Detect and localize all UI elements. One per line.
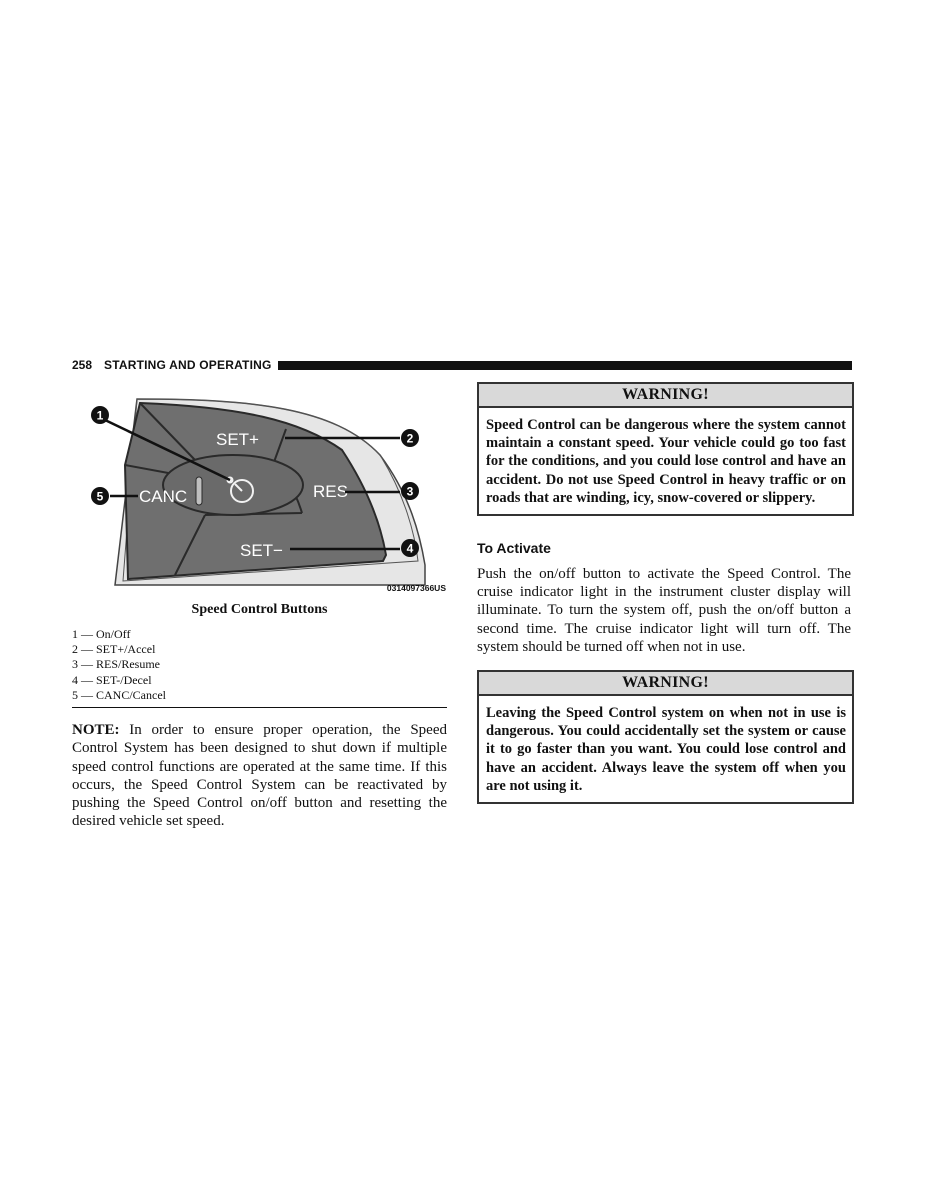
- speed-control-illustration: [80, 385, 455, 600]
- warning-text: Speed Control can be dangerous where the system cannot maintain a constant speed. Your vehicle could go too fast for the conditions, and you could lose control and have an accident. Do not use Speed Control in heavy traffic or on roads that are winding, icy, snow-covered or slippery.: [486, 417, 846, 506]
- note-paragraph: [72, 721, 447, 831]
- divider: [72, 707, 447, 708]
- figure-caption: Speed Control Buttons: [191, 602, 328, 617]
- legend-item: 3 — RES/Resume: [72, 657, 161, 672]
- warning-title: WARNING!: [479, 672, 852, 696]
- canc-label: CANC: [139, 487, 188, 506]
- warning-box-2: [477, 670, 854, 804]
- legend-item: 1 — On/Off: [72, 627, 131, 641]
- section-heading: To Activate: [477, 540, 551, 556]
- activate-paragraph: Push the on/off button to activate the Speed Control. The cruise indicator light in the instrument cluster display will illuminate. To turn the system off, push the on/off button a second time. The cruise indicator light will turn off. The system should be turned off when not in use.: [477, 566, 851, 655]
- warning-text: Leaving the Speed Control system on when not in use is dangerous. You could accidentally set the system or cause it to go faster than you want. You could lose control and have an accident. Always leave the system off when you are not using it.: [486, 705, 846, 794]
- legend-item: 4 — SET-/Decel: [72, 672, 152, 687]
- section-title: STARTING AND OPERATING: [104, 358, 272, 372]
- callout-3: 3: [406, 484, 414, 499]
- callout-4: 4: [406, 541, 414, 556]
- set-minus-label: SET−: [240, 541, 283, 560]
- legend-item: 2 — SET+/Accel: [72, 642, 156, 657]
- warning-title: WARNING!: [479, 384, 852, 408]
- res-label: RES: [313, 482, 348, 501]
- header-bar: [278, 361, 852, 370]
- note-label: NOTE:: [72, 722, 120, 738]
- callout-5: 5: [96, 489, 104, 504]
- callout-2: 2: [406, 431, 414, 446]
- canc-divider: [196, 477, 202, 505]
- warning-box-1: [477, 382, 854, 516]
- page-header: [72, 358, 852, 372]
- figure-code: 0314097366US: [386, 583, 446, 593]
- callout-1: 1: [96, 408, 104, 423]
- set-plus-label: SET+: [216, 430, 259, 449]
- legend-item: 5 — CANC/Cancel: [72, 687, 166, 702]
- page-number: 258: [72, 358, 93, 372]
- note-text: In order to ensure proper operation, the Speed Control System has been designed to shut down if multiple speed control functions are operated at the same time. If this occurs, the Speed Control System can be reactivated by pushing the Speed Control on/off button and resetting the desired vehicle set speed.: [72, 722, 447, 830]
- figure-legend: [72, 627, 166, 703]
